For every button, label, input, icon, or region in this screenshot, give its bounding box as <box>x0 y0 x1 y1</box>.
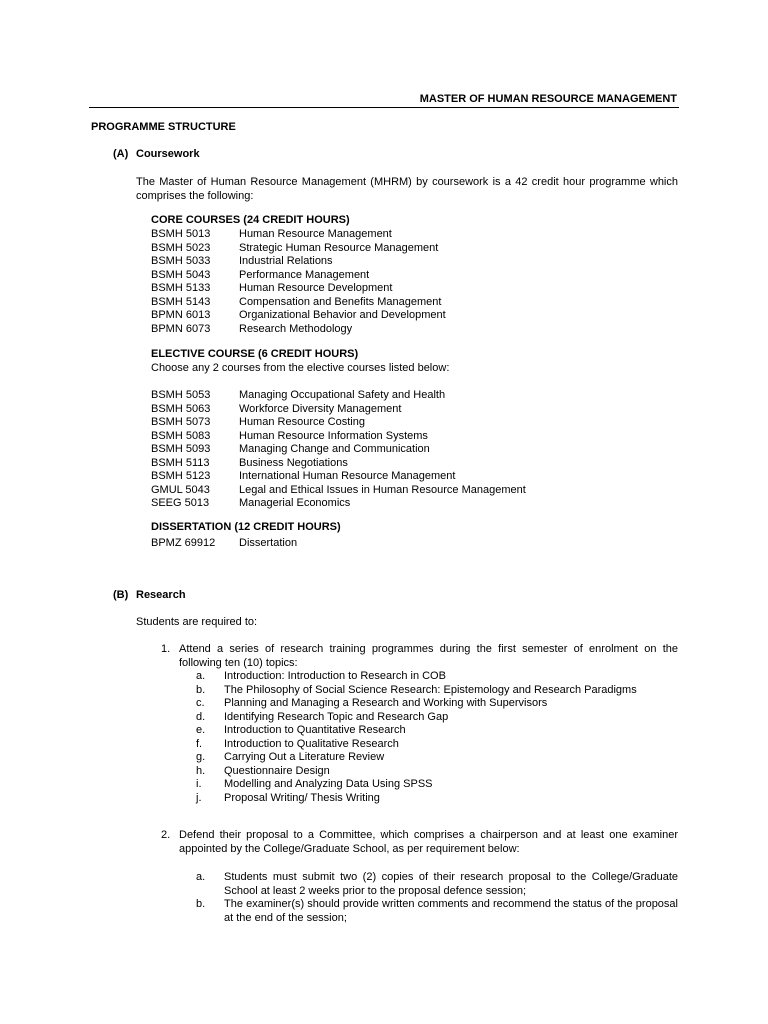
item-2-text: Defend their proposal to a Committee, which comprises a chairperson and at least one examiner appointed by the College/Graduate School, as per requirement below: <box>179 829 678 855</box>
course-code: GMUL 5043 <box>151 483 210 496</box>
course-name: Strategic Human Resource Management <box>239 241 439 254</box>
topic-letter: b. <box>196 683 206 696</box>
document-header-title: MASTER OF HUMAN RESOURCE MANAGEMENT <box>419 93 677 105</box>
course-name: Human Resource Costing <box>239 416 365 428</box>
header-rule <box>89 107 679 108</box>
course-code: BSMH 5033 <box>151 255 211 267</box>
topic-text: Planning and Managing a Research and Working with Supervisors <box>224 697 548 709</box>
course-name: Managerial Economics <box>239 497 351 509</box>
course-name: Dissertation <box>239 537 298 549</box>
course-code: BSMH 5023 <box>151 241 211 254</box>
course-code: BSMH 5043 <box>151 268 211 281</box>
course-name: Business Negotiations <box>239 456 348 469</box>
section-a-title: Coursework <box>136 148 200 160</box>
course-name: Human Resource Information Systems <box>239 429 428 442</box>
topic-text: Carrying Out a Literature Review <box>224 751 385 763</box>
topic-letter: d. <box>196 710 206 723</box>
requirement-text: The examiner(s) should provide written comments and recommend the status of the proposal at the end of the session; <box>224 898 678 924</box>
topic-text: Modelling and Analyzing Data Using SPSS <box>224 778 433 790</box>
course-name: Managing Change and Communication <box>239 443 430 455</box>
course-name: Human Resource Development <box>239 282 393 294</box>
course-code: BSMH 5083 <box>151 429 211 442</box>
core-courses-heading: CORE COURSES (24 CREDIT HOURS) <box>151 214 350 226</box>
course-code: BPMZ 69912 <box>151 537 216 549</box>
requirement-text: Students must submit two (2) copies of their research proposal to the College/Graduate School at least 2 weeks prior to the proposal defence session; <box>224 871 678 897</box>
item-1-text: Attend a series of research training programmes during the first semester of enrolment on the following ten (10) topics: <box>179 643 678 669</box>
course-code: BPMN 6073 <box>151 322 211 335</box>
course-code: BSMH 5093 <box>151 443 211 455</box>
course-name: International Human Resource Management <box>239 470 456 482</box>
research-intro: Students are required to: <box>136 616 258 628</box>
topic-letter: i. <box>196 778 202 790</box>
course-name: Human Resource Management <box>239 228 392 240</box>
topic-letter: g. <box>196 751 206 763</box>
section-a-label: (A) <box>113 148 129 160</box>
topic-letter: e. <box>196 724 206 736</box>
requirement-item <box>196 871 678 898</box>
course-name: Workforce Diversity Management <box>239 402 402 415</box>
course-code: BSMH 5133 <box>151 282 211 294</box>
topic-text: Identifying Research Topic and Research Gap <box>224 710 449 723</box>
course-code: BSMH 5073 <box>151 416 211 428</box>
course-name: Research Methodology <box>239 322 353 335</box>
item-1-number: 1. <box>161 643 171 655</box>
course-name: Performance Management <box>239 268 370 281</box>
course-code: SEEG 5013 <box>151 497 210 509</box>
requirement-item <box>196 898 678 925</box>
topic-letter: f. <box>196 737 203 750</box>
topic-text: The Philosophy of Social Science Research: Epistemology and Research Paradigms <box>224 683 637 696</box>
topic-text: Questionnaire Design <box>224 764 330 777</box>
course-code: BSMH 5053 <box>151 389 211 401</box>
topic-text: Proposal Writing/ Thesis Writing <box>224 791 380 804</box>
programme-structure-heading: PROGRAMME STRUCTURE <box>91 121 236 133</box>
course-name: Industrial Relations <box>239 255 333 267</box>
course-code: BSMH 5113 <box>151 456 210 469</box>
topic-letter: a. <box>196 670 206 682</box>
course-name: Legal and Ethical Issues in Human Resource Management <box>239 483 526 496</box>
course-code: BSMH 5123 <box>151 470 211 482</box>
course-name: Compensation and Benefits Management <box>239 295 442 308</box>
elective-note: Choose any 2 courses from the elective courses listed below: <box>151 362 450 374</box>
topic-text: Introduction to Quantitative Research <box>224 724 406 736</box>
topic-letter: j. <box>196 791 202 804</box>
topic-letter: c. <box>196 697 205 709</box>
course-code: BSMH 5013 <box>151 228 211 240</box>
course-code: BSMH 5063 <box>151 402 211 415</box>
course-name: Managing Occupational Safety and Health <box>239 389 446 401</box>
topic-letter: h. <box>196 764 206 777</box>
course-name: Organizational Behavior and Development <box>239 309 446 321</box>
dissertation-heading: DISSERTATION (12 CREDIT HOURS) <box>151 521 341 533</box>
topic-text: Introduction to Qualitative Research <box>224 737 399 750</box>
requirement-letter: a. <box>196 871 206 883</box>
item-2-number: 2. <box>161 829 171 841</box>
course-code: BSMH 5143 <box>151 295 211 308</box>
topic-text: Introduction: Introduction to Research in COB <box>224 670 446 682</box>
requirement-letter: b. <box>196 898 206 910</box>
elective-course-heading: ELECTIVE COURSE (6 CREDIT HOURS) <box>151 348 359 360</box>
course-code: BPMN 6013 <box>151 309 211 321</box>
coursework-intro: The Master of Human Resource Management (MHRM) by coursework is a 42 credit hour programme which comprises the following: <box>136 176 678 202</box>
section-b-label: (B) <box>113 589 129 601</box>
section-b-title: Research <box>136 589 186 601</box>
